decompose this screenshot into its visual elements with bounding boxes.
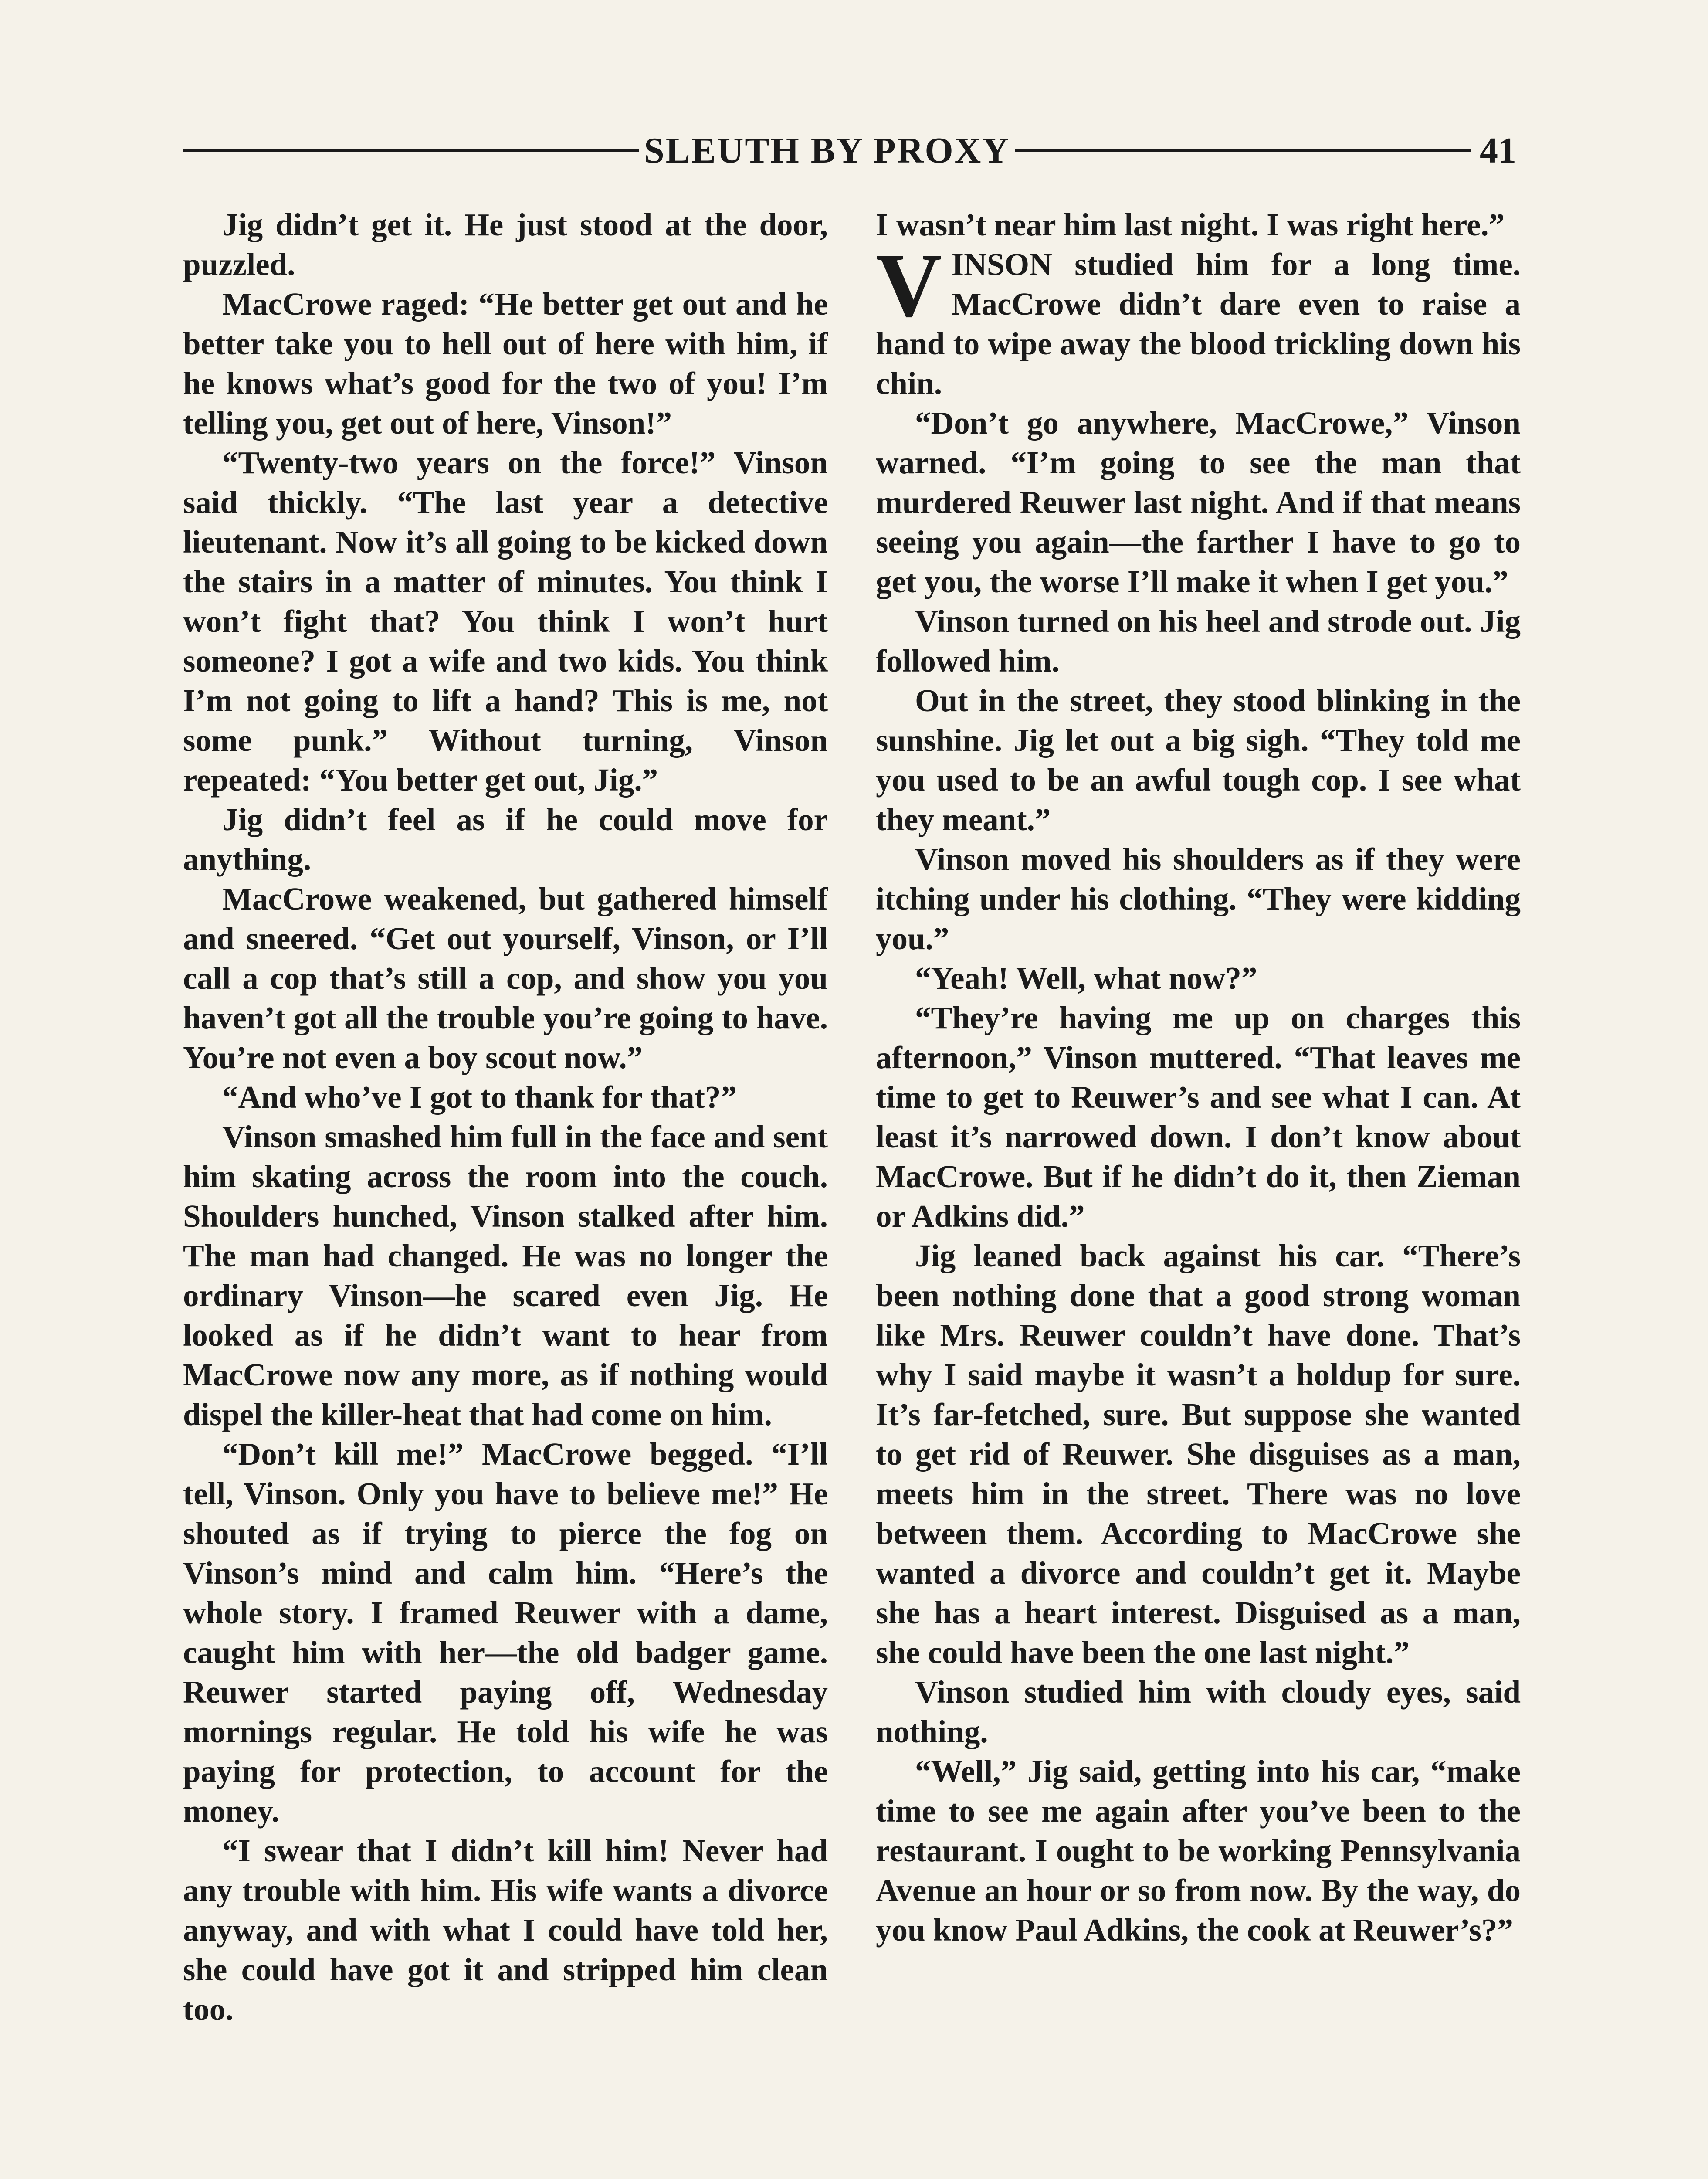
paragraph [876,998,1521,1236]
paragraph-text: Vinson smashed him full in the face and sent him skating across the room into the couch. Shoulders hunched, Vinson stalked after him. The man had changed. He was no longer the ordinary Vinson—he scared even Jig. He looked as if he didn’t want to hear from MacCrowe now any more, as if nothing would dispel the killer-heat that had come on him. [183,1119,828,1432]
paragraph [183,879,828,1077]
paragraph-text: “Well,” Jig said, getting into his car, “make time to see me again after you’ve been to the restaurant. I ought to be working Pennsylvania Avenue an hour or so from now. By the way, do you know Paul Adkins, the cook at Reuwer’s?” [876,1754,1521,1948]
right-column [876,205,1521,1950]
paragraph [183,1117,828,1434]
paragraph [876,1236,1521,1672]
paragraph [183,284,828,443]
page-number: 41 [1480,130,1517,171]
paragraph [183,205,828,284]
drop-cap: V [876,235,942,336]
paragraph-text: I wasn’t near him last night. I was right here.” [876,207,1505,242]
header-title: SLEUTH BY PROXY [644,130,1010,171]
paragraph-text: “Don’t kill me!” MacCrowe begged. “I’ll tell, Vinson. Only you have to believe me!” He shouted as if trying to pierce the fog on Vinson’s mind and calm him. “Here’s the whole story. I framed Reuwer with a dame, caught him with her—the old badger game. Reuwer started paying off, Wednesday mornings regular. He told his wife he was paying for protection, to account for the money. [183,1436,828,1829]
header-rule-right [1015,149,1471,152]
paragraph [183,1831,828,2029]
paragraph [876,839,1521,958]
paragraph [876,958,1521,998]
paragraph [876,681,1521,839]
paragraph-text: MacCrowe raged: “He better get out and he better take you to hell out of here with him, if he knows what’s good for the two of you! I’m telling you, get out of here, Vinson!” [183,286,828,441]
paragraph-text: INSON studied him for a long time. MacCrowe didn’t dare even to raise a hand to wipe away the blood trickling down his chin. [876,247,1521,401]
paragraph-text: “I swear that I didn’t kill him! Never had any trouble with him. His wife wants a divorce anyway, and with what I could have told her, she could have got it and stripped him clean too. [183,1833,828,2027]
paragraph-text: Jig didn’t get it. He just stood at the door, puzzled. [183,207,828,282]
paragraph-text: MacCrowe weakened, but gathered himself and sneered. “Get out yourself, Vinson, or I’ll call a cop that’s still a cop, and show you you haven’t got all the trouble you’re going to have. You’re not even a boy scout now.” [183,881,828,1075]
paragraph-text: “Don’t go anywhere, MacCrowe,” Vinson warned. “I’m going to see the man that murdered Reuwer last night. And if that means seeing you again—the farther I have to go to get you, the worse I’ll make it when I get you.” [876,405,1521,599]
paragraph-text: “Twenty-two years on the force!” Vinson said thickly. “The last year a detective lieutenant. Now it’s all going to be kicked down the stairs in a matter of minutes. You think I won’t fight that? You think I won’t hurt someone? I got a wife and two kids. You think I’m not going to lift a hand? This is me, not some punk.” Without turning, Vinson repeated: “You better get out, Jig.” [183,445,828,798]
left-column [183,205,828,2029]
paragraph-text: “Yeah! Well, what now?” [915,961,1257,996]
header-rule-left [183,149,639,152]
paragraph [183,1434,828,1831]
paragraph [183,443,828,800]
paragraph-text: Out in the street, they stood blinking in the sunshine. Jig let out a big sigh. “They told me you used to be an awful tough cop. I see what they meant.” [876,683,1521,837]
paragraph-text: “They’re having me up on charges this afternoon,” Vinson muttered. “That leaves me time to get to Reuwer’s and see what I can. At least it’s narrowed down. I don’t know about MacCrowe. But if he didn’t do it, then Zieman or Adkins did.” [876,1000,1521,1234]
paragraph-text: Jig didn’t feel as if he could move for anything. [183,802,828,877]
paragraph [876,1672,1521,1751]
paragraph-text: “And who’ve I got to thank for that?” [222,1079,737,1115]
paragraph [183,800,828,879]
paragraph-text: Vinson moved his shoulders as if they were itching under his clothing. “They were kidding you.” [876,842,1521,956]
paragraph [876,235,1521,403]
paragraph [876,1751,1521,1950]
paragraph [876,205,1521,244]
paragraph [876,601,1521,681]
paragraph-text: Vinson turned on his heel and strode out. Jig followed him. [876,604,1521,679]
paragraph [876,403,1521,601]
running-header [183,126,1516,174]
paragraph-text: Jig leaned back against his car. “There’s been nothing done that a good strong woman like Mrs. Reuwer couldn’t have done. That’s why I said maybe it wasn’t a holdup for sure. It’s far-fetched, sure. But suppose she wanted to get rid of Reuwer. She disguises as a man, meets him in the street. There was no love between them. According to MacCrowe she wanted a divorce and couldn’t get it. Maybe she has a heart interest. Disguised as a man, she could have been the one last night.” [876,1238,1521,1670]
paragraph-text: Vinson studied him with cloudy eyes, said nothing. [876,1674,1521,1749]
paragraph [183,1077,828,1117]
